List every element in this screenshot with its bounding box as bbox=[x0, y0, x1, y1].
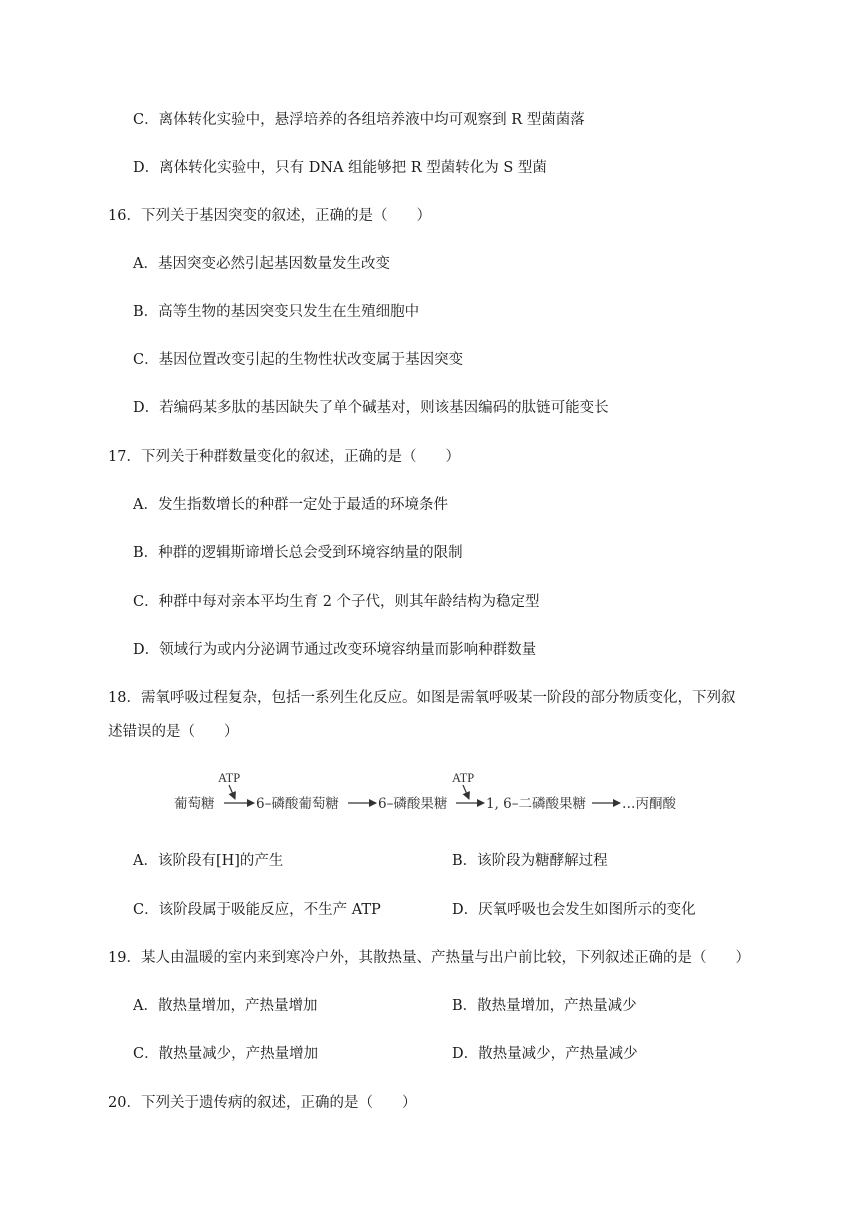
q16-option-d: D．若编码某多肽的基因缺失了单个碱基对，则该基因编码的肽链可能变长 bbox=[133, 400, 609, 416]
q17-stem: 17．下列关于种群数量变化的叙述，正确的是（ ） bbox=[108, 449, 460, 465]
q19-option-b: B．散热量增加，产热量减少 bbox=[452, 998, 637, 1014]
q19-option-d: D．散热量减少，产热量减少 bbox=[452, 1046, 638, 1062]
q16-option-b: B．高等生物的基因突变只发生在生殖细胞中 bbox=[133, 304, 420, 320]
diagram-atp-arrow-2 bbox=[463, 785, 469, 799]
diagram-pyruvate: …丙酮酸 bbox=[622, 796, 676, 812]
diagram-glucose-6-phosphate: 6–磷酸葡萄糖 bbox=[256, 796, 339, 812]
diagram-atp-arrow-1 bbox=[229, 785, 235, 799]
diagram-atp-label-1: ATP bbox=[218, 771, 241, 785]
q15-option-d: D．离体转化实验中，只有 DNA 组能够把 R 型菌转化为 S 型菌 bbox=[133, 160, 547, 176]
q18-option-c: C．该阶段属于吸能反应，不生产 ATP bbox=[133, 902, 381, 918]
diagram-fructose-6-phosphate: 6–磷酸果糖 bbox=[378, 796, 448, 812]
q18-stem-line-2: 述错误的是（ ） bbox=[108, 724, 239, 740]
q16-option-a: A．基因突变必然引起基因数量发生改变 bbox=[133, 256, 390, 272]
q17-option-b: B．种群的逻辑斯谛增长总会受到环境容纳量的限制 bbox=[133, 545, 463, 561]
glycolysis-diagram bbox=[172, 762, 692, 824]
q19-option-a: A．散热量增加，产热量增加 bbox=[133, 998, 318, 1014]
diagram-atp-label-2: ATP bbox=[452, 771, 475, 785]
q17-option-a: A．发生指数增长的种群一定处于最适的环境条件 bbox=[133, 497, 448, 513]
q20-stem: 20．下列关于遗传病的叙述，正确的是（ ） bbox=[108, 1095, 417, 1111]
q18-option-a: A．该阶段有[H]的产生 bbox=[133, 853, 284, 869]
q18-option-b: B．该阶段为糖酵解过程 bbox=[452, 853, 608, 869]
q17-option-d: D．领域行为或内分泌调节通过改变环境容纳量而影响种群数量 bbox=[133, 642, 537, 658]
q18-option-d: D．厌氧呼吸也会发生如图所示的变化 bbox=[452, 902, 696, 918]
q16-stem: 16．下列关于基因突变的叙述，正确的是（ ） bbox=[108, 208, 431, 224]
diagram-glucose: 葡萄糖 bbox=[174, 796, 215, 812]
q18-stem-line-1: 18．需氧呼吸过程复杂，包括一系列生化反应。如图是需氧呼吸某一阶段的部分物质变化，下列叙 bbox=[108, 690, 736, 706]
q15-option-c: C．离体转化实验中，悬浮培养的各组培养液中均可观察到 R 型菌菌落 bbox=[133, 112, 585, 128]
q19-option-c: C．散热量减少，产热量增加 bbox=[133, 1046, 319, 1062]
diagram-fructose-1-6-bisphosphate: 1, 6–二磷酸果糖 bbox=[486, 796, 587, 812]
q17-option-c: C．种群中每对亲本平均生育 2 个子代，则其年龄结构为稳定型 bbox=[133, 594, 540, 610]
q19-stem: 19．某人由温暖的室内来到寒冷户外，其散热量、产热量与出户前比较，下列叙述正确的是（ ） bbox=[108, 950, 750, 966]
q16-option-c: C．基因位置改变引起的生物性状改变属于基因突变 bbox=[133, 352, 464, 368]
